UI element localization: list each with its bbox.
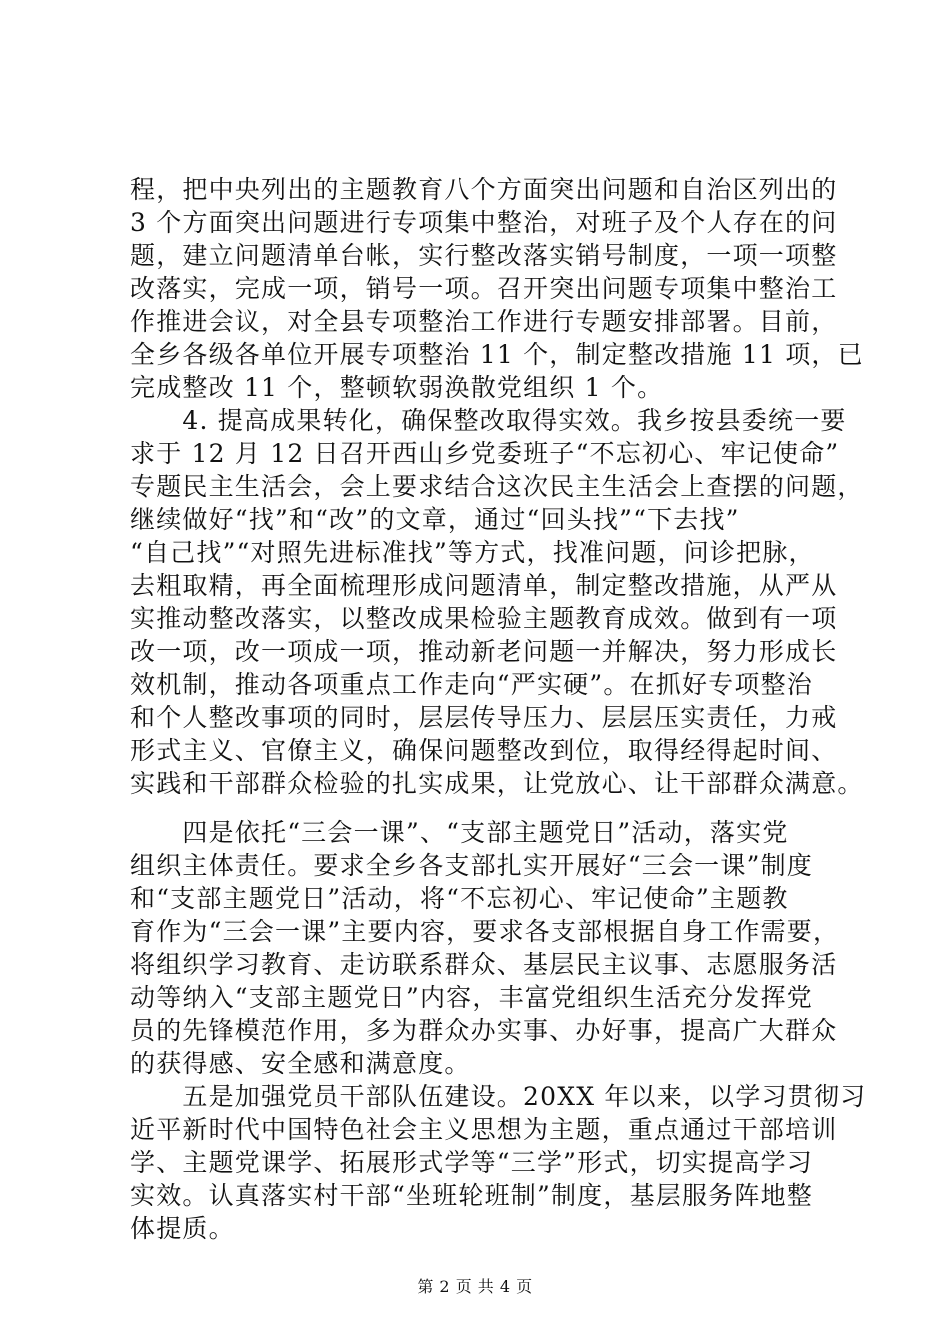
text-line: 完成整改 11 个，整顿软弱涣散党组织 1 个。 xyxy=(130,373,664,402)
page-footer: 第 2 页 共 4 页 xyxy=(417,1277,533,1296)
text-line: 动等纳入“支部主题党日”内容，丰富党组织生活充分发挥党 xyxy=(130,983,813,1012)
text-line: 实推动整改落实，以整改成果检验主题教育成效。做到有一项 xyxy=(130,604,838,633)
text-line: 的获得感、安全感和满意度。 xyxy=(130,1049,471,1078)
text-line: 学、主题党课学、拓展形式学等“三学”形式，切实提高学习 xyxy=(130,1148,813,1177)
text-line: 全乡各级各单位开展专项整治 11 个，制定整改措施 11 项，已 xyxy=(130,340,864,369)
text-line: 作推进会议，对全县专项整治工作进行专题安排部署。目前， xyxy=(130,307,838,336)
text-line: 实效。认真落实村干部“坐班轮班制”制度，基层服务阵地整 xyxy=(130,1181,813,1210)
text-line: 程，把中央列出的主题教育八个方面突出问题和自治区列出的 xyxy=(130,175,838,204)
text-line: 改一项，改一项成一项，推动新老问题一并解决，努力形成长 xyxy=(130,637,838,666)
text-line: 体提质。 xyxy=(130,1214,235,1243)
text-line: 改落实，完成一项，销号一项。召开突出问题专项集中整治工 xyxy=(130,274,838,303)
text-line: 专题民主生活会，会上要求结合这次民主生活会上查摆的问题， xyxy=(130,472,864,501)
text-line: 组织主体责任。要求全乡各支部扎实开展好“三会一课”制度 xyxy=(130,851,813,880)
text-line: 和个人整改事项的同时，层层传导压力、层层压实责任，力戒 xyxy=(130,703,838,732)
text-line: 效机制，推动各项重点工作走向“严实硬”。在抓好专项整治 xyxy=(130,670,813,699)
text-line: 形式主义、官僚主义，确保问题整改到位，取得经得起时间、 xyxy=(130,736,838,765)
text-line: 将组织学习教育、走访联系群众、基层民主议事、志愿服务活 xyxy=(130,950,838,979)
text-line: “自己找”“对照先进标准找”等方式，找准问题，问诊把脉， xyxy=(130,538,815,567)
text-line: 继续做好“找”和“改”的文章，通过“回头找”“下去找” xyxy=(130,505,740,534)
text-line: 近平新时代中国特色社会主义思想为主题，重点通过干部培训 xyxy=(130,1115,838,1144)
text-line: 实践和干部群众检验的扎实成果，让党放心、让干部群众满意。 xyxy=(130,769,864,798)
text-line: 员的先锋模范作用，多为群众办实事、办好事，提高广大群众 xyxy=(130,1016,838,1045)
text-line: 四是依托“三会一课”、“支部主题党日”活动，落实党 xyxy=(130,818,789,847)
text-line: 去粗取精，再全面梳理形成问题清单，制定整改措施，从严从 xyxy=(130,571,838,600)
text-line: 五是加强党员干部队伍建设。20XX 年以来，以学习贯彻习 xyxy=(130,1082,867,1111)
text-line: 和“支部主题党日”活动，将“不忘初心、牢记使命”主题教 xyxy=(130,884,789,913)
text-line: 3 个方面突出问题进行专项集中整治，对班子及个人存在的问 xyxy=(130,208,838,237)
text-line: 题，建立问题清单台帐，实行整改落实销号制度，一项一项整 xyxy=(130,241,838,270)
text-line: 4. 提高成果转化，确保整改取得实效。我乡按县委统一要 xyxy=(130,406,847,435)
text-line: 求于 12 月 12 日召开西山乡党委班子“不忘初心、牢记使命” xyxy=(130,439,840,468)
text-line: 育作为“三会一课”主要内容，要求各支部根据自身工作需要， xyxy=(130,917,840,946)
